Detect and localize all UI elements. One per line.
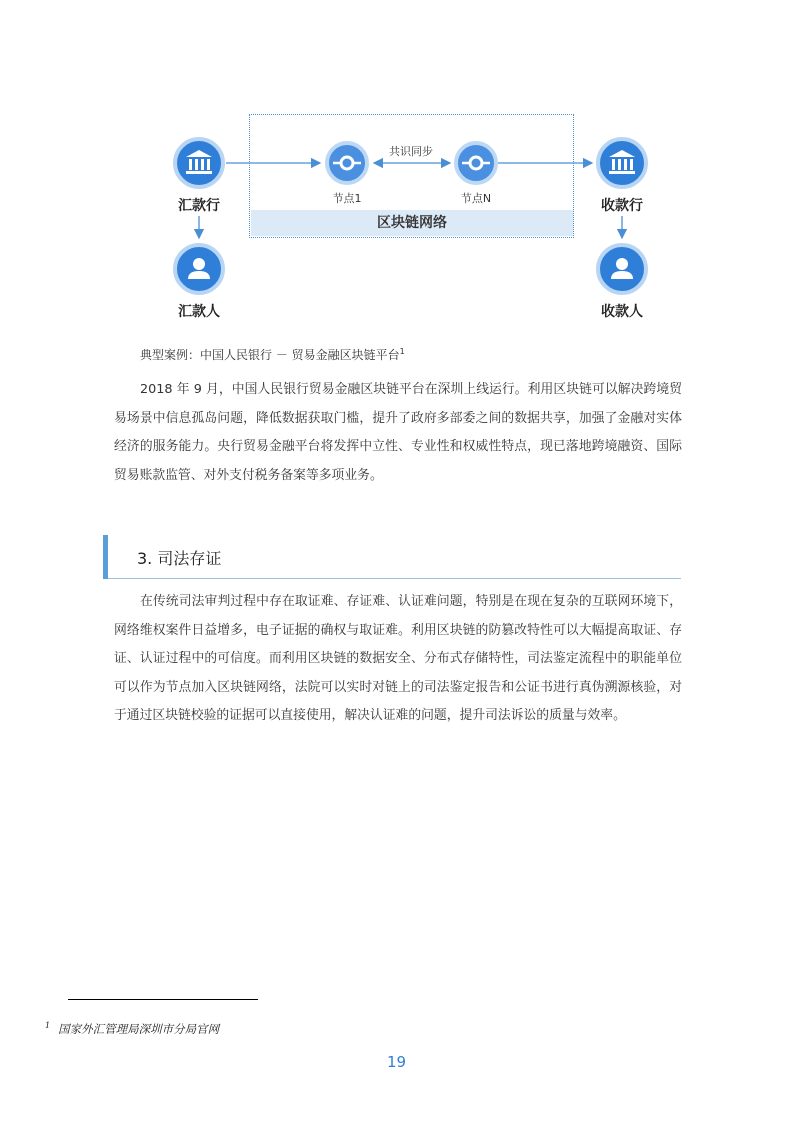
case-paragraph: 2018 年 9 月，中国人民银行贸易金融区块链平台在深圳上线运行。利用区块链可以解决跨境贸易场景中信息孤岛问题，降低数据获取门槛，提升了政府多部委之间的数据共享，加强了金融对实体经济的服务能力。央行贸易金融平台将发挥中立性、专业性和权威性特点，现已落地跨境融资、国际贸易账款监管、对外支付税务备案等多项业务。: [114, 382, 682, 483]
remit-bank-label: 汇款行: [178, 198, 220, 214]
footnote: $^1$ 国家外汇管理局深圳市分局官网: [45, 1021, 220, 1036]
receiver-label: 收款人: [601, 304, 643, 320]
remitter-label: 汇款人: [178, 304, 220, 320]
section-paragraph: 在传统司法审判过程中存在取证难、存证难、认证难问题，特别是在现在复杂的互联网环境下，网络维权案件日益增多，电子证据的确权与取证难。利用区块链的防篡改特性可以大幅提高取证、存证、认证过程中的可信度。而利用区块链的数据安全、分布式存储特性，司法鉴定流程中的职能单位可以作为节点加入区块链网络，法院可以实时对链上的司法鉴定报告和公证书进行真伪溯源核验，对于通过区块链校验的证据可以直接使用，解决认证难的问题，提升司法诉讼的质量与效率。: [114, 594, 682, 723]
section-divider: [108, 578, 681, 579]
nodeN-icon: [454, 141, 498, 185]
section-accent-bar: [103, 535, 108, 579]
receiver-icon: [596, 243, 648, 295]
node1-label: 节点1: [332, 192, 362, 205]
node1-icon: [325, 141, 369, 185]
case-title: 典型案例：中国人民银行 － 贸易金融区块链平台$^1$: [140, 347, 405, 362]
receive-bank-icon: [596, 137, 648, 189]
section-title: 3. 司法存证: [137, 549, 222, 568]
footnote-divider: [68, 999, 258, 1000]
remitter-icon: [173, 243, 225, 295]
remit-bank-icon: [173, 137, 225, 189]
footnote-mark: 1: [45, 1021, 51, 1031]
page-number: 19: [386, 1053, 407, 1071]
blockchain-network-label: 区块链网络: [251, 210, 573, 236]
case-footnote-mark: 1: [399, 347, 405, 356]
diagram-arrows: [0, 0, 793, 400]
nodeN-label: 节点N: [460, 192, 492, 205]
receive-bank-label: 收款行: [601, 198, 643, 214]
sync-label: 共识同步: [389, 145, 433, 158]
